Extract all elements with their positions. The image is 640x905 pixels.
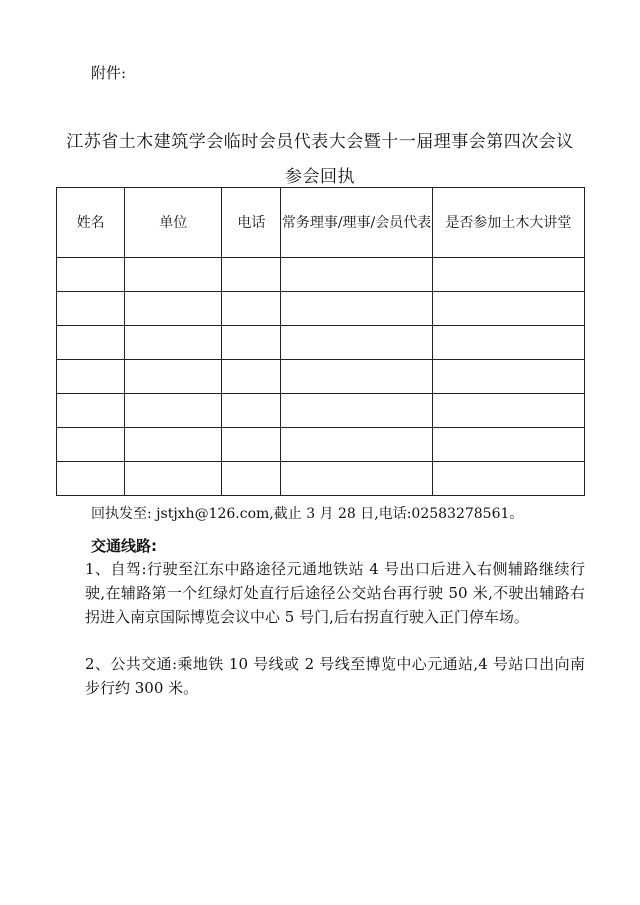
cell-lecture bbox=[432, 462, 584, 496]
header-name: 姓名 bbox=[57, 188, 125, 258]
receipt-table bbox=[56, 187, 585, 496]
document-subtitle: 参会回执 bbox=[285, 167, 355, 187]
document-title: 江苏省土木建筑学会临时会员代表大会暨十一届理事会第四次会议 bbox=[66, 132, 574, 152]
table-row bbox=[57, 258, 585, 292]
cell-lecture bbox=[432, 292, 584, 326]
transport-item-drive: 1、自驾:行驶至江东中路途径元通地铁站 4 号出口后进入右侧辅路继续行驶,在辅路第一个红绿灯处直行后途径公交站台再行驶 50 米,不驶出辅路右拐进入南京国际博览会议中心 5 号门,后右拐直行驶入正门停车场。 bbox=[85, 560, 585, 626]
cell-lecture bbox=[432, 428, 584, 462]
cell-name bbox=[57, 428, 125, 462]
cell-role bbox=[281, 292, 432, 326]
cell-name bbox=[57, 326, 125, 360]
cell-unit bbox=[125, 462, 222, 496]
cell-role bbox=[281, 326, 432, 360]
cell-phone bbox=[222, 462, 281, 496]
cell-lecture bbox=[432, 394, 584, 428]
submission-note: 回执发至: jstjxh@126.com,截止 3 月 28 日,电话:02583278561。 bbox=[91, 506, 524, 522]
cell-phone bbox=[222, 292, 281, 326]
cell-name bbox=[57, 258, 125, 292]
cell-lecture bbox=[432, 326, 584, 360]
table-body bbox=[57, 258, 585, 496]
table-row bbox=[57, 326, 585, 360]
cell-name bbox=[57, 292, 125, 326]
cell-phone bbox=[222, 360, 281, 394]
cell-name bbox=[57, 360, 125, 394]
header-unit: 单位 bbox=[125, 188, 222, 258]
table-row bbox=[57, 428, 585, 462]
table-row bbox=[57, 462, 585, 496]
cell-unit bbox=[125, 394, 222, 428]
attachment-label: 附件: bbox=[91, 64, 127, 82]
cell-phone bbox=[222, 258, 281, 292]
table-row bbox=[57, 394, 585, 428]
transport-heading: 交通线路: bbox=[91, 537, 157, 555]
cell-name bbox=[57, 394, 125, 428]
cell-role bbox=[281, 462, 432, 496]
cell-phone bbox=[222, 326, 281, 360]
cell-unit bbox=[125, 326, 222, 360]
table-row bbox=[57, 292, 585, 326]
cell-role bbox=[281, 394, 432, 428]
table-header-row bbox=[57, 188, 585, 258]
cell-unit bbox=[125, 428, 222, 462]
cell-unit bbox=[125, 360, 222, 394]
cell-lecture bbox=[432, 360, 584, 394]
cell-name bbox=[57, 462, 125, 496]
cell-phone bbox=[222, 428, 281, 462]
cell-phone bbox=[222, 394, 281, 428]
transport-item-public: 2、公共交通:乘地铁 10 号线或 2 号线至博览中心元通站,4 号站口出向南步行约 300 米。 bbox=[85, 655, 585, 697]
header-role: 常务理事/理事/会员代表 bbox=[281, 188, 432, 258]
cell-role bbox=[281, 258, 432, 292]
cell-lecture bbox=[432, 258, 584, 292]
header-lecture: 是否参加土木大讲堂 bbox=[432, 188, 584, 258]
header-phone: 电话 bbox=[222, 188, 281, 258]
table-row bbox=[57, 360, 585, 394]
cell-unit bbox=[125, 258, 222, 292]
cell-role bbox=[281, 360, 432, 394]
cell-role bbox=[281, 428, 432, 462]
cell-unit bbox=[125, 292, 222, 326]
